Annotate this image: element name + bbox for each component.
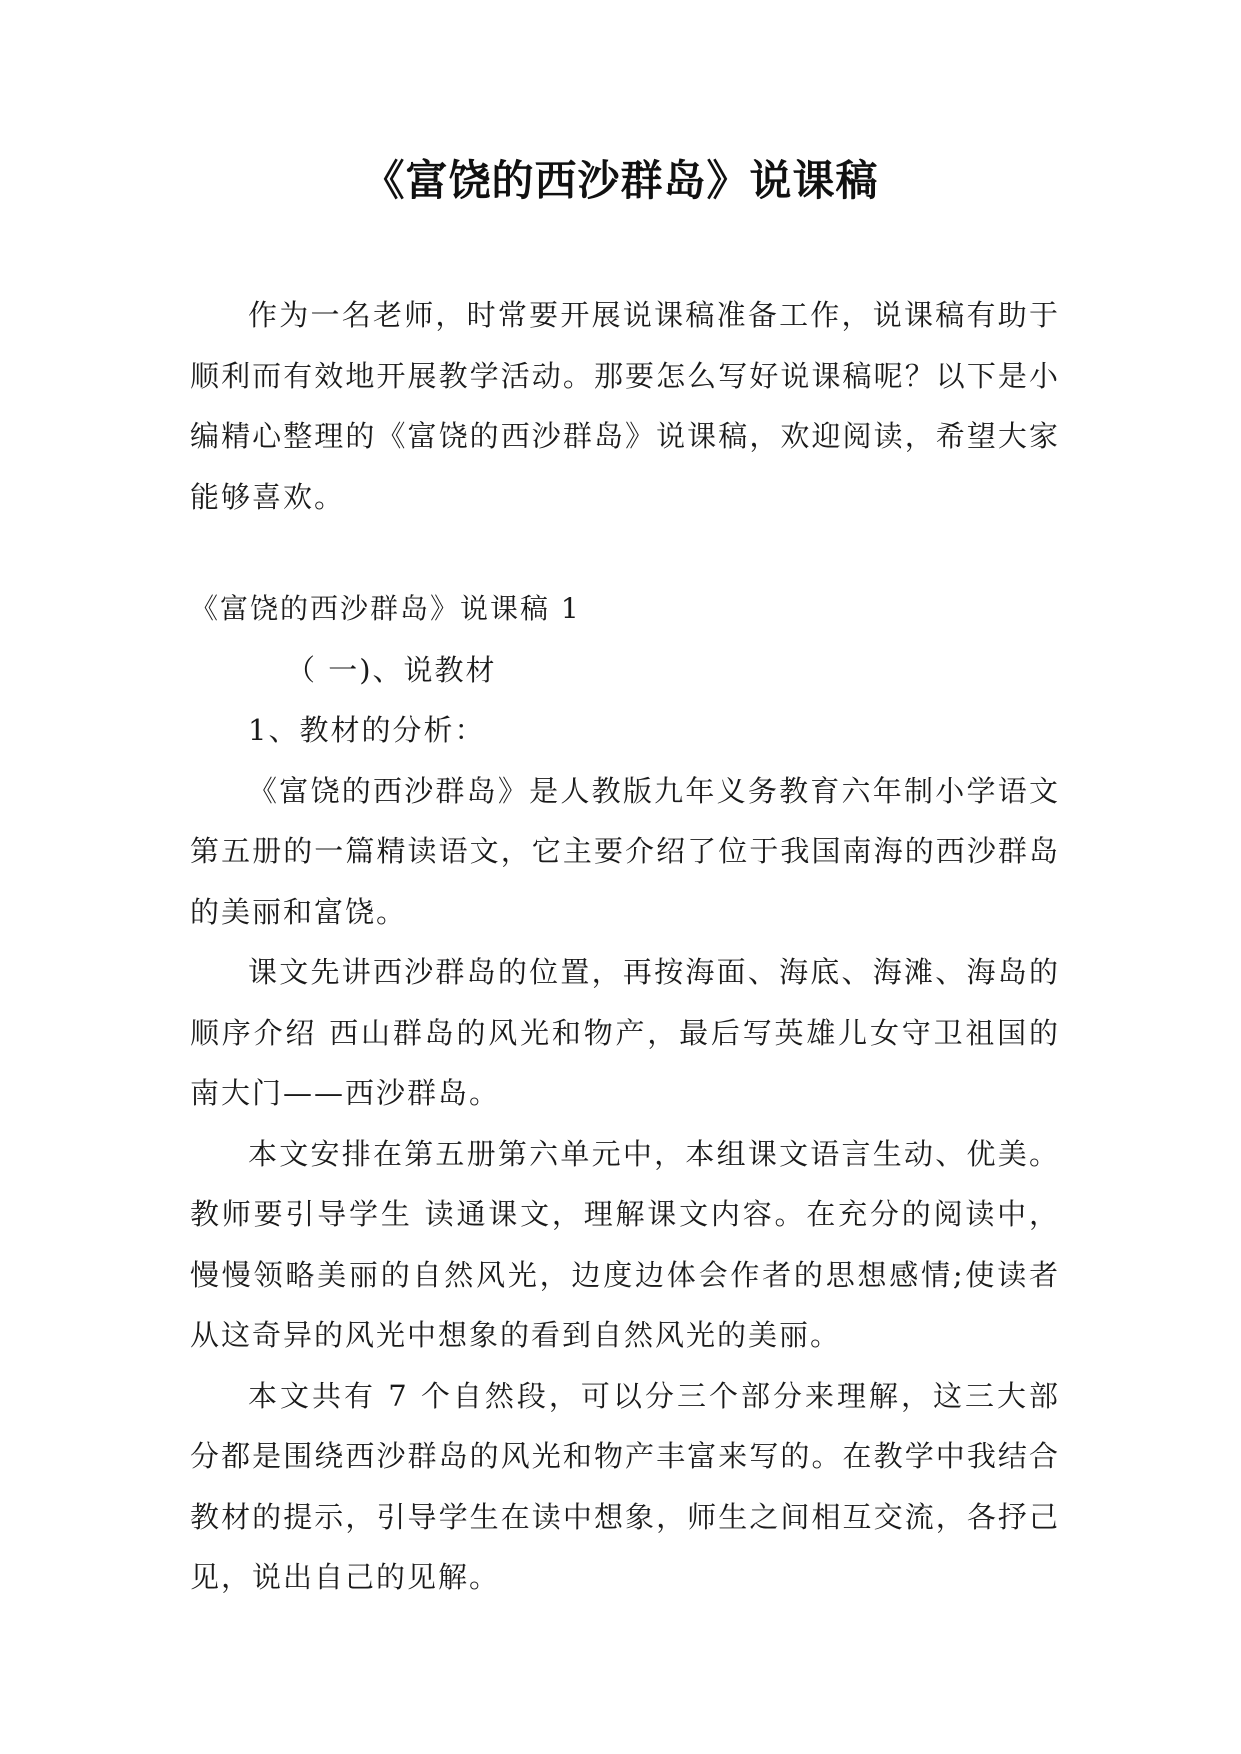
body-paragraph: 《富饶的西沙群岛》是人教版九年义务教育六年制小学语文第五册的一篇精读语文，它主要介绍了位于我国南海的西沙群岛的美丽和富饶。 — [190, 773, 1060, 929]
sub-heading: （ 一)、说教材 — [286, 652, 497, 687]
body-paragraph: 本文安排在第五册第六单元中，本组课文语言生动、优美。教师要引导学生 读通课文，理解课文内容。在充分的阅读中，慢慢领略美丽的自然风光，边度边体会作者的思想感情;使读者从这奇异的风光中想象的看到自然风光的美丽。 — [190, 1136, 1060, 1352]
item-heading: 1、教材的分析： — [248, 713, 486, 747]
body-paragraph: 本文共有 7 个自然段，可以分三个部分来理解，这三大部分都是围绕西沙群岛的风光和物产丰富来写的。在教学中我结合教材的提示，引导学生在读中想象，师生之间相互交流，各抒己见，说出自己的见解。 — [190, 1378, 1060, 1594]
body-paragraph: 课文先讲西沙群岛的位置，再按海面、海底、海滩、海岛的顺序介绍 西山群岛的风光和物产，最后写英雄儿女守卫祖国的南大门——西沙群岛。 — [190, 955, 1060, 1110]
section-title: 《富饶的西沙群岛》说课稿 1 — [190, 592, 581, 625]
document-body — [190, 285, 1060, 1608]
intro-paragraph: 作为一名老师，时常要开展说课稿准备工作，说课稿有助于顺利而有效地开展教学活动。那要怎么写好说课稿呢？以下是小编精心整理的《富饶的西沙群岛》说课稿，欢迎阅读，希望大家能够喜欢。 — [190, 298, 1060, 514]
document-title: 《富饶的西沙群岛》说课稿 — [362, 156, 879, 205]
